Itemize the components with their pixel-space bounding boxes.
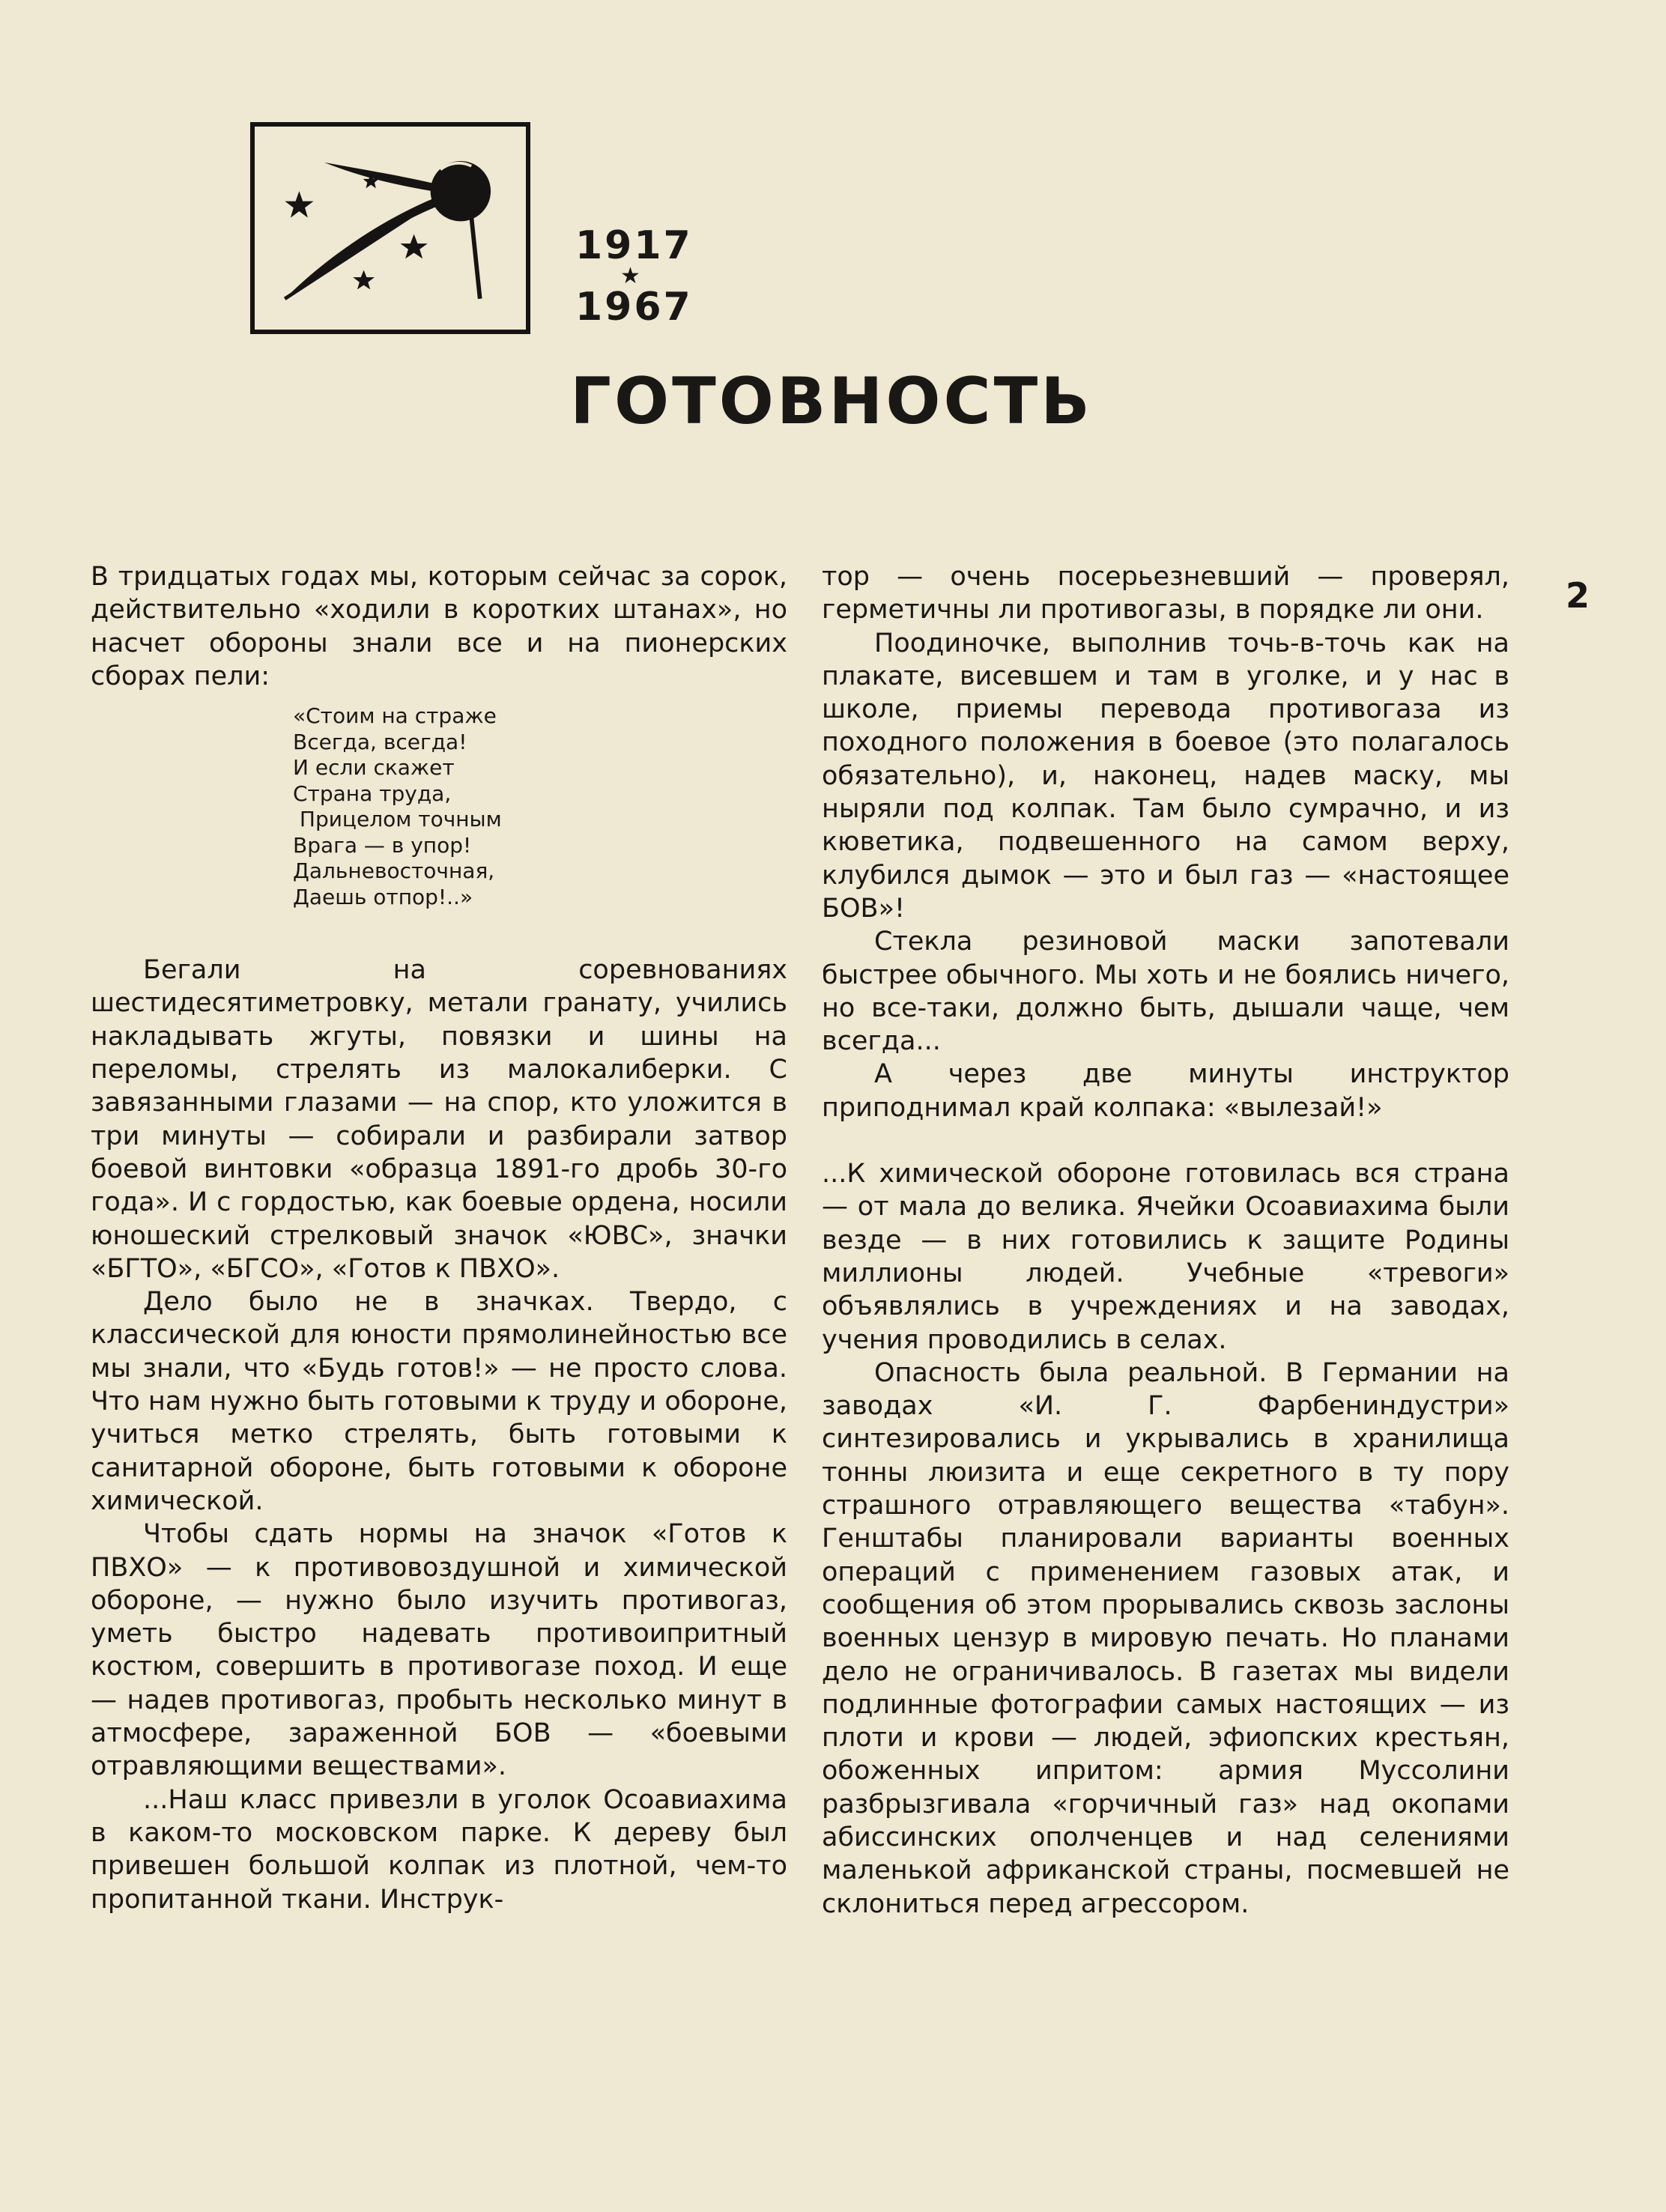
sputnik-stars-icon xyxy=(255,127,526,330)
paragraph: А через две минуты инструктор приподнимал край колпака: «вылезай!» xyxy=(822,1059,1509,1123)
paragraph: Бегали на соревнованиях шестидесятиметровку, метали гранату, учились накладывать жгуты, повязки и шины на переломы, стрелять из малокалиберки. С завязанными глазами — на спор, кто уложится в три минуты — собирали и разбирали затвор боевой винтовки «образца 1891-го дробь 30-го года». И с гордостью, как боевые ордена, носили юношеский стрелковый значок «ЮВС», значки «БГТО», «БГСО», «Готов к ПВХО». xyxy=(91,955,787,1284)
paragraph: Стекла резиновой маски запотевали быстрее обычного. Мы хоть и не боялись ничего, но все-таки, должно быть, дышали чаще, чем всегда... xyxy=(822,927,1509,1057)
paragraph: Дело было не в значках. Твердо, с классической для юности прямолинейностью все мы знали, что «Будь готов!» — не просто слова. Что нам нужно быть готовыми к труду и обороне, учиться метко стрелять, быть готовыми к санитарной обороне, быть готовыми к обороне химической. xyxy=(91,1287,787,1516)
paragraph: В тридцатых годах мы, которым сейчас за сорок, действительно «ходили в коротких штанах», но насчет обороны знали все и на пионерских сборах пели: xyxy=(91,562,787,691)
paragraph: тор — очень посерьезневший — проверял, герметичны ли противогазы, в порядке ли они. xyxy=(822,562,1509,625)
paragraph: ...К химической обороне готовилась вся страна — от мала до велика. Ячейки Осоавиахима были везде — в них готовились к защите Родины миллионы людей. Учебные «тревоги» объявлялись в учреждениях и на заводах, учения проводились в селах. xyxy=(822,1159,1509,1355)
poem-line: Врага — в упор! xyxy=(293,832,472,858)
star-icon: ★ xyxy=(620,263,643,289)
right-column xyxy=(822,560,1509,1921)
year-end: 1967 xyxy=(575,285,693,330)
poem-line: Дальневосточная, xyxy=(293,858,495,884)
paragraph: ...Наш класс привезли в уголок Осоавиахима в каком-то московском парке. К дереву был привешен большой колпак из плотной, чем-то пропитанной ткани. Инструк- xyxy=(91,1784,787,1915)
page-number: 2 xyxy=(1566,575,1590,616)
anniversary-emblem xyxy=(250,122,530,334)
poem-line: Даешь отпор!..» xyxy=(293,884,473,909)
paragraph: Поодиночке, выполнив точь-в-точь как на плакате, висевшем и там в уголке, и у нас в школе, приемы перевода противогаза из походного положения в боевое (это полагалось обязательно), и, наконец, надев маску, мы ныряли под колпак. Там было сумрачно, и из кюветика, подвешенного на самом верху, клубился дымок — это и был газ — «настоящее БОВ»! xyxy=(822,628,1509,924)
poem-line: И если скажет xyxy=(293,755,455,781)
paragraph: Чтобы сдать нормы на значок «Готов к ПВХО» — к противовоздушной и химической обороне, — нужно было изучить противогаз, уметь быстро надевать противоипритный костюм, совершить в противогазе поход. И еще — надев противогаз, пробыть несколько минут в атмосфере, зараженной БОВ — «боевыми отравляющими веществами». xyxy=(91,1519,787,1782)
year-start: 1917 xyxy=(575,223,693,268)
poem-line: «Стоим на страже xyxy=(293,703,497,729)
poem xyxy=(293,703,787,910)
page-title: ГОТОВНОСТЬ xyxy=(570,364,1093,439)
left-column xyxy=(91,560,787,1916)
poem-line: Всегда, всегда! xyxy=(293,729,467,754)
anniversary-years xyxy=(575,223,693,330)
poem-line: Прицелом точным xyxy=(293,807,502,832)
poem-line: Страна труда, xyxy=(293,781,452,806)
paragraph: Опасность была реальной. В Германии на заводах «И. Г. Фарбениндустри» синтезировались и укрывались в хранилища тонны люизита и еще секретного в ту пору страшного отравляющего вещества «табун». Генштабы планировали варианты военных операций с применением газовых атак, и сообщения об этом прорывались сквозь заслоны военных цензур в мировую печать. Но планами дело не ограничивалось. В газетах мы видели подлинные фотографии самых настоящих — из плоти и крови — людей, эфиопских крестьян, обоженных ипритом: армия Муссолини разбрызгивала «горчичный газ» над окопами абиссинских ополченцев и над селениями маленькой африканской страны, посмевшей не склониться перед агрессором. xyxy=(822,1357,1509,1919)
